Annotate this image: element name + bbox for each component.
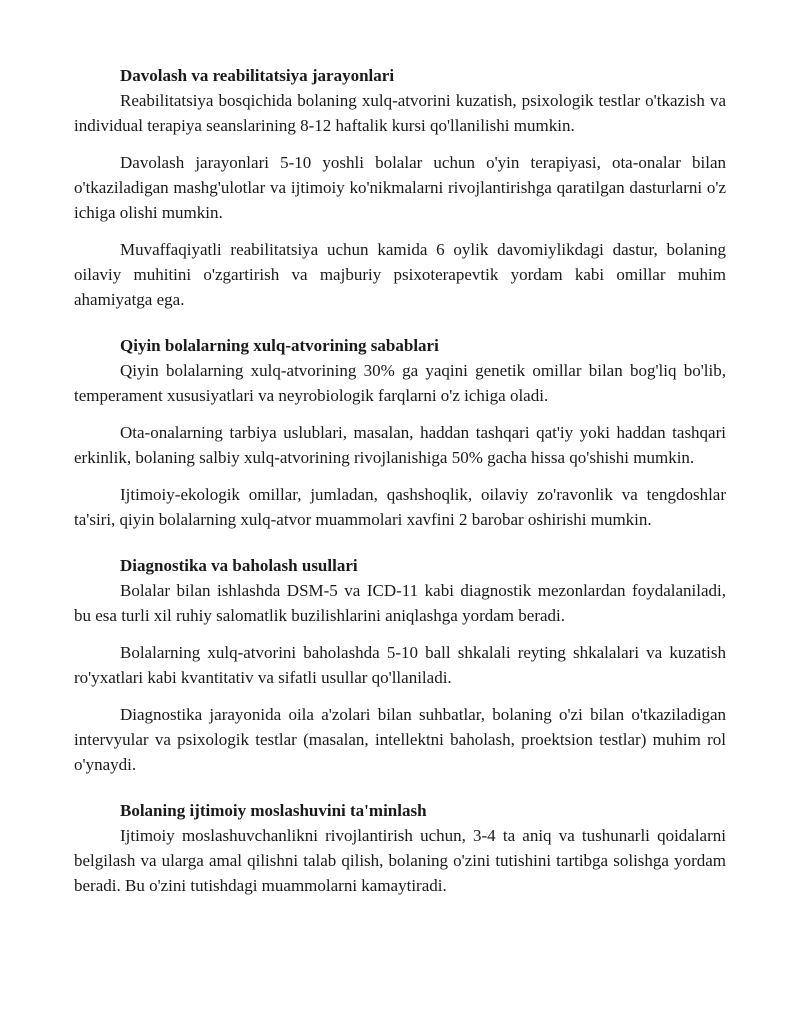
section-behavior-causes [74,334,726,532]
section-heading: Diagnostika va baholash usullari [120,556,358,575]
section-heading: Qiyin bolalarning xulq-atvorining sabablari [120,336,439,355]
paragraph: Ijtimoiy moslashuvchanlikni rivojlantirish uchun, 3-4 ta aniq va tushunarli qoidalarni belgilash va ularga amal qilishni talab qilish, bolaning o'zini tutishini tartibga solishga yordam beradi. Bu o'zini tutishdagi muammolarni kamaytiradi. [74,826,726,895]
section-treatment-rehabilitation [74,64,726,312]
section-heading: Davolash va reabilitatsiya jarayonlari [120,66,395,85]
paragraph: Davolash jarayonlari 5-10 yoshli bolalar uchun o'yin terapiyasi, ota-onalar bilan o'tkaziladigan mashg'ulotlar va ijtimoiy ko'nikmalarni rivojlantirishga qaratilgan dasturlarni o'z ichiga olishi mumkin. [74,153,726,222]
paragraph: Ijtimoiy-ekologik omillar, jumladan, qashshoqlik, oilaviy zo'ravonlik va tengdoshlar ta'siri, qiyin bolalarning xulq-atvor muammolari xavfini 2 barobar oshirishi mumkin. [74,485,726,529]
paragraph: Diagnostika jarayonida oila a'zolari bilan suhbatlar, bolaning o'zi bilan o'tkaziladigan intervyular va psixologik testlar (masalan, intellektni baholash, proektsion testlar) muhim rol o'ynaydi. [74,705,726,774]
paragraph: Bolalar bilan ishlashda DSM-5 va ICD-11 kabi diagnostik mezonlardan foydalaniladi, bu esa turli xil ruhiy salomatlik buzilishlarini aniqlashga yordam beradi. [74,581,726,625]
paragraph: Bolalarning xulq-atvorini baholashda 5-10 ball shkalali reyting shkalalari va kuzatish ro'yxatlari kabi kvantitativ va sifatli usullar qo'llaniladi. [74,643,726,687]
section-social-adaptation [74,799,726,898]
section-diagnostics [74,554,726,777]
section-heading: Bolaning ijtimoiy moslashuvini ta'minlash [120,801,427,820]
paragraph: Ota-onalarning tarbiya uslublari, masalan, haddan tashqari qat'iy yoki haddan tashqari erkinlik, bolaning salbiy xulq-atvorining rivojlanishiga 50% gacha hissa qo'shishi mumkin. [74,423,726,467]
paragraph: Reabilitatsiya bosqichida bolaning xulq-atvorini kuzatish, psixologik testlar o'tkazish va individual terapiya seanslarining 8-12 haftalik kursi qo'llanilishi mumkin. [74,91,726,135]
paragraph: Muvaffaqiyatli reabilitatsiya uchun kamida 6 oylik davomiylikdagi dastur, bolaning oilaviy muhitini o'zgartirish va majburiy psixoterapevtik yordam kabi omillar muhim ahamiyatga ega. [74,240,726,309]
paragraph: Qiyin bolalarning xulq-atvorining 30% ga yaqini genetik omillar bilan bog'liq bo'lib, temperament xususiyatlari va neyrobiologik farqlarni o'z ichiga oladi. [74,361,726,405]
